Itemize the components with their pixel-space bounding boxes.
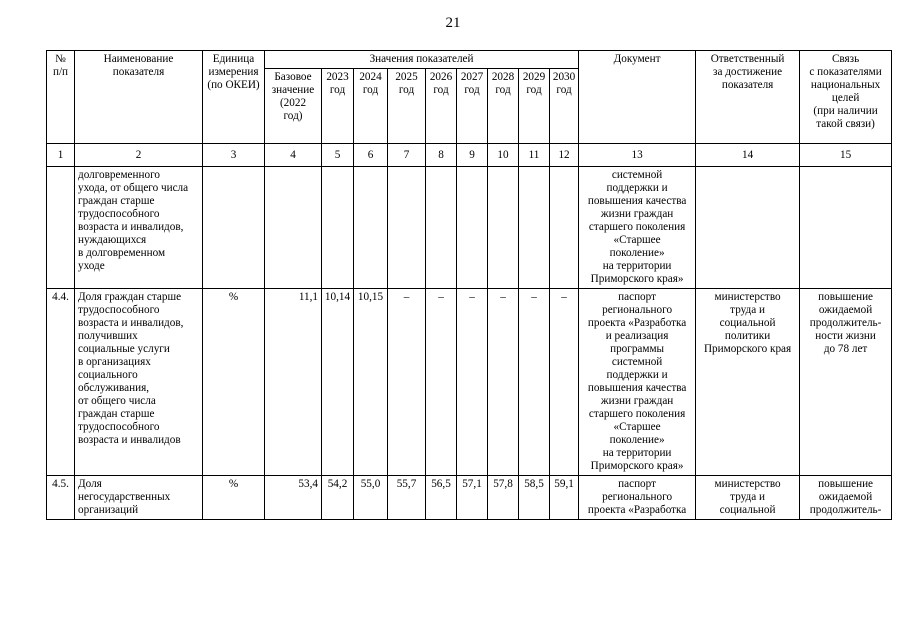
row-responsible — [696, 167, 800, 289]
column-number: 14 — [696, 144, 800, 167]
column-number: 4 — [265, 144, 322, 167]
row-value — [519, 167, 550, 289]
column-number: 1 — [47, 144, 75, 167]
row-value — [322, 167, 354, 289]
row-unit: % — [203, 289, 265, 476]
indicators-table — [46, 50, 892, 520]
table-row — [47, 476, 892, 520]
row-value: – — [388, 289, 426, 476]
header-responsible: Ответственный за достижение показателя — [696, 51, 800, 144]
header-link: Связь с показателями национальных целей (при наличии такой связи) — [800, 51, 892, 144]
row-responsible: министерство труда и социальной политики Приморского края — [696, 289, 800, 476]
column-number: 12 — [550, 144, 579, 167]
header-year: 2023 год — [322, 69, 354, 144]
header-document: Документ — [579, 51, 696, 144]
table-row — [47, 289, 892, 476]
row-value — [354, 167, 388, 289]
row-value: 57,8 — [488, 476, 519, 520]
column-number: 9 — [457, 144, 488, 167]
column-number: 5 — [322, 144, 354, 167]
row-value: 57,1 — [457, 476, 488, 520]
header-year: 2029 год — [519, 69, 550, 144]
row-unit — [203, 167, 265, 289]
row-document: паспорт регионального проекта «Разработка — [579, 476, 696, 520]
row-document: паспорт регионального проекта «Разработка и реализация программы системной поддержки и повышения качества жизни граждан старшего поколения «Старшее поколение» на территории Приморского края» — [579, 289, 696, 476]
row-base — [265, 167, 322, 289]
column-number: 6 — [354, 144, 388, 167]
header-name: Наименование показателя — [75, 51, 203, 144]
header-year: 2025 год — [388, 69, 426, 144]
column-number: 8 — [426, 144, 457, 167]
column-number: 2 — [75, 144, 203, 167]
row-value: 10,15 — [354, 289, 388, 476]
column-numbers-row — [47, 144, 892, 167]
row-value: 55,0 — [354, 476, 388, 520]
row-value — [550, 167, 579, 289]
header-year: 2024 год — [354, 69, 388, 144]
row-responsible: министерство труда и социальной — [696, 476, 800, 520]
row-value — [388, 167, 426, 289]
row-value: 55,7 — [388, 476, 426, 520]
row-value — [488, 167, 519, 289]
row-num — [47, 167, 75, 289]
page-number: 21 — [445, 15, 461, 31]
row-value: 54,2 — [322, 476, 354, 520]
row-document: системной поддержки и повышения качества жизни граждан старшего поколения «Старшее поколение» на территории Приморского края» — [579, 167, 696, 289]
row-link: повышение ожидаемой продолжитель- — [800, 476, 892, 520]
column-number: 11 — [519, 144, 550, 167]
row-num: 4.4. — [47, 289, 75, 476]
header-base: Базовое значение (2022 год) — [265, 69, 322, 144]
row-name: долговременного ухода, от общего числа граждан старше трудоспособного возраста и инвалидов, нуждающихся в долговременном уходе — [75, 167, 203, 289]
row-base: 53,4 — [265, 476, 322, 520]
header-year: 2028 год — [488, 69, 519, 144]
column-number: 13 — [579, 144, 696, 167]
header-values-group: Значения показателей — [265, 51, 579, 69]
row-base: 11,1 — [265, 289, 322, 476]
table-row — [47, 167, 892, 289]
header-unit: Единица измерения (по ОКЕИ) — [203, 51, 265, 144]
row-num: 4.5. — [47, 476, 75, 520]
row-value: – — [550, 289, 579, 476]
row-value — [426, 167, 457, 289]
row-unit: % — [203, 476, 265, 520]
column-number: 3 — [203, 144, 265, 167]
column-number: 7 — [388, 144, 426, 167]
row-value: – — [426, 289, 457, 476]
row-name: Доля граждан старше трудоспособного возраста и инвалидов, получивших социальные услуги в организациях социального обслуживания, от общего числа граждан старше трудоспособного возраста и инвалидов — [75, 289, 203, 476]
header-year: 2027 год — [457, 69, 488, 144]
column-number: 10 — [488, 144, 519, 167]
row-name: Доля негосударственных организаций — [75, 476, 203, 520]
row-value: – — [488, 289, 519, 476]
row-value: – — [457, 289, 488, 476]
header-year: 2026 год — [426, 69, 457, 144]
row-value: 59,1 — [550, 476, 579, 520]
column-number: 15 — [800, 144, 892, 167]
row-link: повышение ожидаемой продолжитель- ности жизни до 78 лет — [800, 289, 892, 476]
row-link — [800, 167, 892, 289]
header-num: № п/п — [47, 51, 75, 144]
row-value: 56,5 — [426, 476, 457, 520]
row-value — [457, 167, 488, 289]
table-header-row — [47, 51, 892, 69]
header-year: 2030 год — [550, 69, 579, 144]
row-value: – — [519, 289, 550, 476]
row-value: 58,5 — [519, 476, 550, 520]
row-value: 10,14 — [322, 289, 354, 476]
